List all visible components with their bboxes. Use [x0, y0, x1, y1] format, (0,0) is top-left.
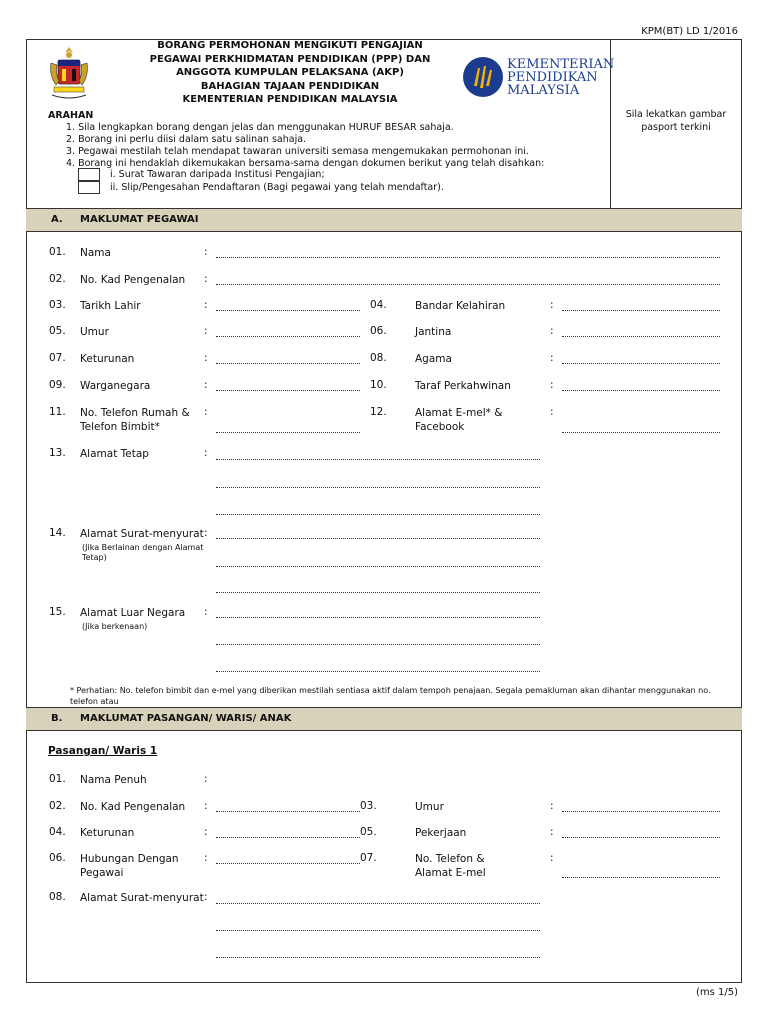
colon: : — [204, 852, 208, 864]
field-number: 08. — [49, 891, 66, 903]
colon: : — [204, 447, 208, 459]
input-bandar-kelahiran[interactable] — [562, 310, 720, 311]
perhatian-note: * Perhatian: No. telefon bimbit dan e-mel yang diberikan mestilah sentiasa aktif dalam tempoh penajaan. Segala pemakluman akan dihantar menggunakan no. telefon atau — [70, 686, 711, 706]
input-alamat-luar-2[interactable] — [216, 644, 540, 645]
input-warganegara[interactable] — [216, 390, 360, 391]
input-alamat-surat-1[interactable] — [216, 538, 540, 539]
label-waris-keturunan: Keturunan — [80, 827, 135, 839]
label-agama: Agama — [415, 353, 452, 365]
label-nama: Nama — [80, 247, 111, 259]
colon: : — [204, 826, 208, 838]
colon: : — [550, 406, 554, 418]
field-number: 01. — [49, 773, 66, 785]
alamat-luar-note: (Jika berkenaan) — [82, 622, 148, 631]
label-waris-umur: Umur — [415, 801, 444, 813]
input-umur[interactable] — [216, 336, 360, 337]
input-emel-facebook[interactable] — [562, 432, 720, 433]
alamat-surat-note: (Jika Berlainan dengan Alamat Tetap) — [82, 543, 204, 562]
field-number: 05. — [360, 826, 377, 838]
field-number: 10. — [370, 379, 387, 391]
label-alamat-tetap: Alamat Tetap — [80, 448, 149, 460]
section-a-letter: A. — [51, 214, 63, 225]
colon: : — [550, 325, 554, 337]
input-tarikh-lahir[interactable] — [216, 310, 360, 311]
input-alamat-surat-2[interactable] — [216, 566, 540, 567]
label-umur: Umur — [80, 326, 109, 338]
page-number: (ms 1/5) — [695, 987, 738, 998]
input-alamat-tetap-2[interactable] — [216, 487, 540, 488]
input-agama[interactable] — [562, 363, 720, 364]
field-number: 12. — [370, 406, 387, 418]
input-waris-umur[interactable] — [562, 811, 720, 812]
colon: : — [204, 800, 208, 812]
input-jantina[interactable] — [562, 336, 720, 337]
input-taraf-perkahwinan[interactable] — [562, 390, 720, 391]
instruction-3: 3. Pegawai mestilah telah mendapat tawaran universiti semasa mengemukakan permohonan ini. — [66, 146, 529, 157]
field-number: 02. — [49, 800, 66, 812]
instruction-1: 1. Sila lengkapkan borang dengan jelas dan menggunakan HURUF BESAR sahaja. — [66, 122, 454, 133]
colon: : — [204, 891, 208, 903]
instruction-2: 2. Borang ini perlu diisi dalam satu salinan sahaja. — [66, 134, 307, 145]
input-waris-telefon-emel[interactable] — [562, 877, 720, 878]
input-alamat-tetap-1[interactable] — [216, 459, 540, 460]
label-bandar-kelahiran: Bandar Kelahiran — [415, 300, 506, 312]
colon: : — [550, 852, 554, 864]
colon: : — [204, 379, 208, 391]
field-number: 06. — [370, 325, 387, 337]
input-waris-keturunan[interactable] — [216, 837, 360, 838]
field-number: 02. — [49, 273, 66, 285]
form-code: KPM(BT) LD 1/2016 — [641, 26, 738, 37]
section-b-title: MAKLUMAT PASANGAN/ WARIS/ ANAK — [80, 713, 292, 724]
colon: : — [550, 800, 554, 812]
field-number: 01. — [49, 246, 66, 258]
colon: : — [550, 826, 554, 838]
colon: : — [204, 246, 208, 258]
colon: : — [204, 406, 208, 418]
label-tarikh-lahir: Tarikh Lahir — [80, 300, 141, 312]
input-waris-alamat-1[interactable] — [216, 903, 540, 904]
label-hubungan: Hubungan Dengan Pegawai — [80, 853, 179, 879]
colon: : — [550, 299, 554, 311]
input-alamat-luar-1[interactable] — [216, 617, 540, 618]
section-b-letter: B. — [51, 713, 63, 724]
colon: : — [550, 352, 554, 364]
input-waris-pekerjaan[interactable] — [562, 837, 720, 838]
label-keturunan: Keturunan — [80, 353, 135, 365]
instruction-4: 4. Borang ini hendaklah dikemukakan bersama-sama dengan dokumen berikut yang telah disahkan: — [66, 158, 545, 169]
input-nama[interactable] — [216, 257, 720, 258]
input-telefon[interactable] — [216, 432, 360, 433]
label-ic-number: No. Kad Pengenalan — [80, 274, 186, 286]
doc-checkbox-1[interactable] — [78, 168, 100, 181]
doc-item-2: ii. Slip/Pengesahan Pendaftaran (Bagi pegawai yang telah mendaftar). — [110, 182, 444, 193]
label-alamat-surat: Alamat Surat-menyurat — [80, 528, 204, 540]
input-waris-alamat-3[interactable] — [216, 957, 540, 958]
field-number: 08. — [370, 352, 387, 364]
label-telefon: No. Telefon Rumah & Telefon Bimbit* — [80, 407, 190, 433]
input-waris-ic[interactable] — [216, 811, 360, 812]
label-alamat-luar-negara: Alamat Luar Negara — [80, 607, 186, 619]
label-waris-ic: No. Kad Pengenalan — [80, 801, 186, 813]
input-waris-alamat-2[interactable] — [216, 930, 540, 931]
colon: : — [204, 299, 208, 311]
label-warganegara: Warganegara — [80, 380, 151, 392]
field-number: 05. — [49, 325, 66, 337]
label-waris-pekerjaan: Pekerjaan — [415, 827, 467, 839]
field-number: 07. — [360, 852, 377, 864]
colon: : — [204, 273, 208, 285]
pasangan-waris-heading: Pasangan/ Waris 1 — [48, 745, 158, 757]
field-number: 06. — [49, 852, 66, 864]
label-waris-telefon-emel: No. Telefon & Alamat E-mel — [415, 853, 486, 879]
field-number: 03. — [360, 800, 377, 812]
kpm-logo-text: KEMENTERIAN PENDIDIKAN MALAYSIA — [507, 57, 615, 98]
input-alamat-luar-3[interactable] — [216, 671, 540, 672]
label-taraf-perkahwinan: Taraf Perkahwinan — [415, 380, 511, 392]
colon: : — [204, 606, 208, 618]
field-number: 07. — [49, 352, 66, 364]
malaysia-crest-icon — [48, 45, 90, 107]
label-waris-alamat: Alamat Surat-menyurat — [80, 892, 204, 904]
input-alamat-tetap-3[interactable] — [216, 514, 540, 515]
colon: : — [550, 379, 554, 391]
label-jantina: Jantina — [415, 326, 452, 338]
colon: : — [204, 773, 208, 785]
field-number: 15. — [49, 606, 66, 618]
input-alamat-surat-3[interactable] — [216, 592, 540, 593]
colon: : — [204, 352, 208, 364]
input-hubungan[interactable] — [216, 863, 360, 864]
kpm-logo-icon — [462, 56, 504, 98]
field-number: 13. — [49, 447, 66, 459]
label-nama-penuh: Nama Penuh — [80, 774, 147, 786]
section-a-title: MAKLUMAT PEGAWAI — [80, 214, 199, 225]
form-title: BORANG PERMOHONAN MENGIKUTI PENGAJIAN PEGAWAI PERKHIDMATAN PENDIDIKAN (PPP) DAN ANGGOTA KUMPULAN PELAKSANA (AKP) BAHAGIAN TAJAAN PENDIDIKAN KEMENTERIAN PENDIDIKAN MALAYSIA — [149, 40, 431, 105]
colon: : — [204, 527, 208, 539]
field-number: 09. — [49, 379, 66, 391]
colon: : — [204, 325, 208, 337]
field-number: 14. — [49, 527, 66, 539]
label-emel-facebook: Alamat E-mel* & Facebook — [415, 407, 503, 433]
doc-item-1: i. Surat Tawaran daripada Institusi Pengajian; — [110, 169, 325, 180]
input-keturunan[interactable] — [216, 363, 360, 364]
field-number: 04. — [370, 299, 387, 311]
field-number: 04. — [49, 826, 66, 838]
photo-placeholder-text: Sila lekatkan gambar pasport terkini — [625, 109, 727, 133]
doc-checkbox-2[interactable] — [78, 181, 100, 194]
field-number: 11. — [49, 406, 66, 418]
arahan-title: ARAHAN — [48, 110, 94, 121]
input-ic-number[interactable] — [216, 284, 720, 285]
field-number: 03. — [49, 299, 66, 311]
